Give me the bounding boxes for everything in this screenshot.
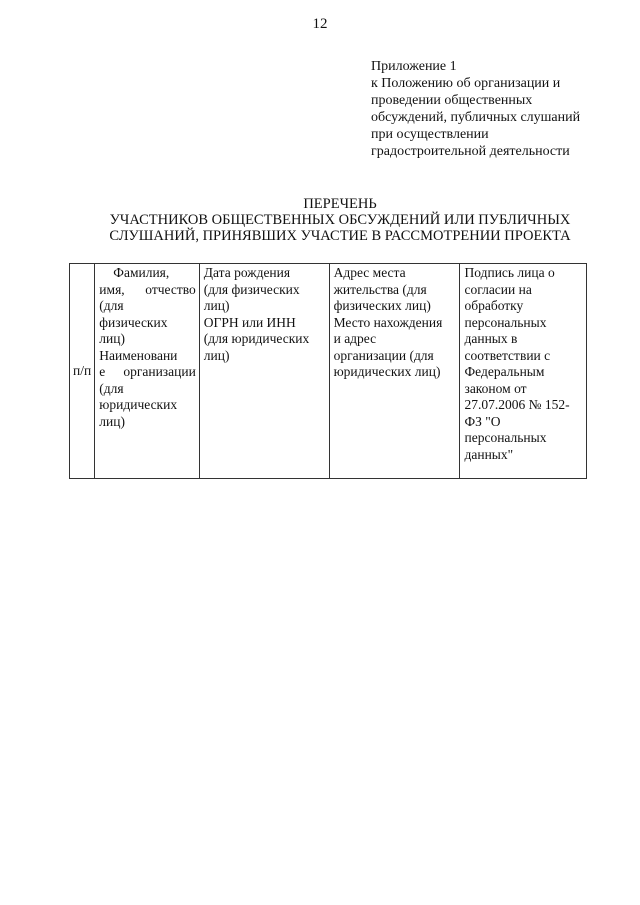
cell-line: ФЗ "О — [464, 413, 501, 429]
appendix-line: при осуществлении — [371, 127, 489, 142]
cell-line: законом от — [464, 380, 527, 396]
cell-line: жительства (для — [333, 281, 427, 297]
appendix-note — [371, 58, 606, 160]
cell-line: данных в — [464, 331, 518, 346]
cell-line: е организации — [99, 364, 196, 379]
cell-line: персональных — [464, 430, 547, 445]
cell-line: 27.07.2006 № 152- — [464, 397, 570, 412]
header-cell-address — [329, 264, 460, 479]
appendix-line: градостроительной деятельности — [371, 144, 570, 159]
cell-line: Фамилия, — [113, 265, 170, 280]
appendix-line: проведении общественных — [371, 93, 533, 108]
cell-line: данных" — [464, 446, 514, 462]
appendix-line: к Положению об организации и — [371, 76, 561, 91]
cell-line: Дата рождения — [203, 265, 291, 280]
cell-line: юридических — [99, 397, 178, 412]
cell-line: лиц) — [203, 298, 230, 313]
cell-line: имя, отчество — [99, 281, 196, 297]
cell-line: обработку — [464, 298, 524, 313]
cell-line: ОГРН или ИНН — [203, 314, 296, 330]
title-line: ПЕРЕЧЕНЬ — [303, 196, 377, 212]
cell-line: организации (для — [333, 347, 434, 363]
cell-line: согласии на — [464, 281, 532, 297]
header-cell-number — [70, 264, 95, 479]
cell-line: Место нахождения — [333, 314, 443, 330]
cell-line: (для — [99, 380, 124, 396]
cell-line: физических — [99, 314, 168, 330]
header-cell-signature — [460, 264, 587, 479]
cell-line: и адрес — [333, 331, 377, 346]
cell-line: лиц) — [99, 331, 125, 346]
appendix-line: обсуждений, публичных слушаний — [371, 110, 581, 125]
cell-line: Наименовани — [99, 347, 178, 363]
cell-line: Подпись лица о — [464, 265, 555, 280]
document-title — [40, 196, 640, 244]
cell-line: физических лиц) — [333, 298, 431, 313]
cell-line: Федеральным — [464, 364, 545, 379]
cell-line: соответствии с — [464, 347, 551, 363]
cell-line: п/п — [73, 362, 92, 378]
table-header-row — [70, 264, 587, 479]
cell-line: юридических лиц) — [333, 364, 441, 379]
cell-line: (для физических — [203, 281, 300, 297]
title-line: УЧАСТНИКОВ ОБЩЕСТВЕННЫХ ОБСУЖДЕНИЙ ИЛИ ПУБЛИЧНЫХ — [109, 212, 571, 228]
appendix-line: Приложение 1 — [371, 59, 457, 74]
cell-line: персональных — [464, 314, 547, 330]
cell-line: лиц) — [203, 347, 230, 363]
cell-line: Адрес места — [333, 265, 406, 280]
page-number: 12 — [312, 16, 328, 32]
header-cell-date — [199, 264, 329, 479]
cell-line: (для — [99, 298, 124, 313]
cell-line: лиц) — [99, 413, 125, 429]
title-line: СЛУШАНИЙ, ПРИНЯВШИХ УЧАСТИЕ В РАССМОТРЕНИИ ПРОЕКТА — [109, 228, 571, 244]
participants-table — [69, 263, 587, 479]
header-cell-name — [95, 264, 200, 479]
cell-line: (для юридических — [203, 331, 310, 346]
